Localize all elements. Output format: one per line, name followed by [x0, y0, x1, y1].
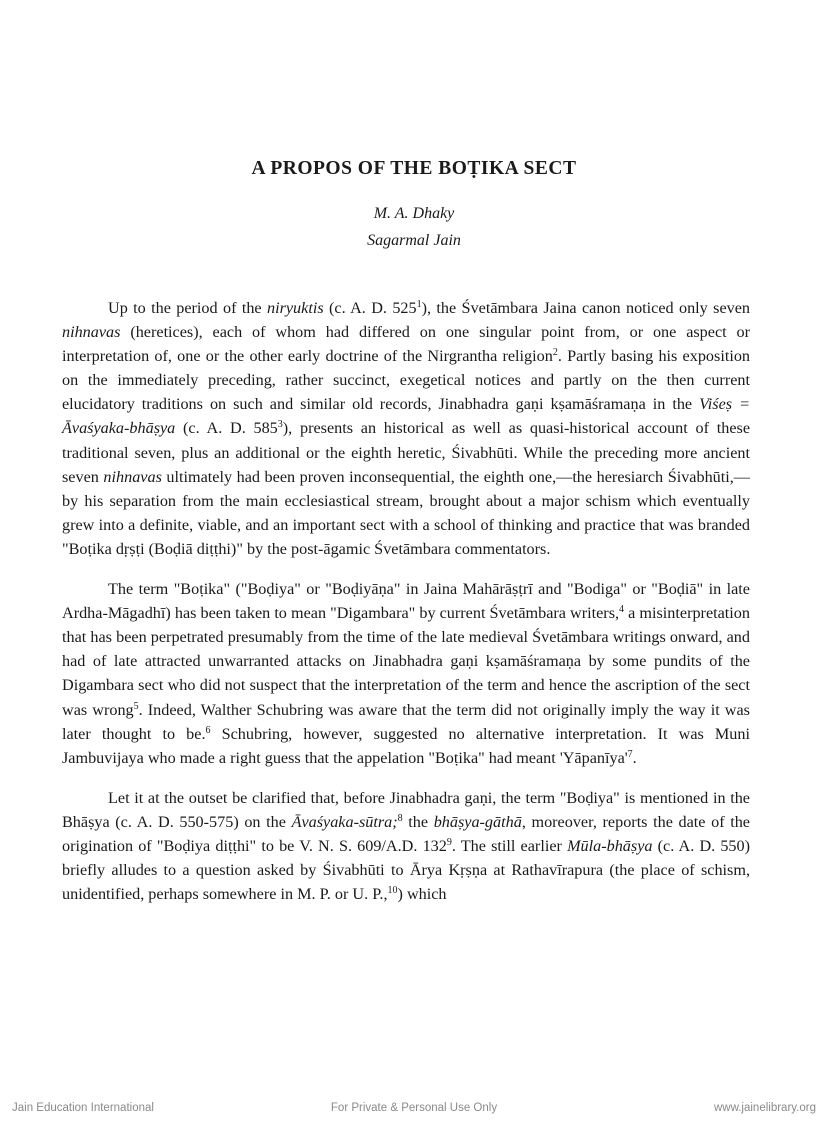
text-run: (c. A. D. 585: [175, 419, 278, 438]
footer-usage-note: For Private & Personal Use Only: [330, 1102, 498, 1114]
italic-term: Āvaśyaka-sūtra;: [291, 812, 398, 831]
footnote-marker: 10: [387, 885, 398, 897]
paragraph: [62, 786, 750, 906]
footer-website-link[interactable]: www.jainelibrary.org: [713, 1102, 816, 1114]
text-run: Schubring, however, suggested no alternative interpretation. It was Muni Jambuvijaya who made a right guess that the appelation "Boṭika" had meant 'Yāpanīya': [62, 724, 750, 767]
footnote-marker: 8: [397, 812, 403, 824]
text-run: a misinterpretation that has been perpetrated presumably from the time of the late medieval Śvetāmbara writings onward, and had of late attracted unwarranted attacks on Jinabhadra gaṇi kṣamāśramaṇa by some pundits of the Digambara sect who did not suspect that the interpretation of the term and hence the ascription of the sect was wrong: [62, 604, 750, 719]
text-run: ), the Śvetāmbara Jaina canon noticed only seven: [421, 299, 751, 317]
footnote-marker: 9: [446, 836, 452, 848]
italic-term: Viśeṣ = Āvaśyaka-bhāṣya: [62, 395, 751, 438]
text-run: (c. A. D. 550) briefly alludes to a question asked by Śivabhūti to Ārya Kṛṣṇa at Rathavīrapura (the place of schism, unidentified, perhaps somewhere in M. P. or U. P.,: [62, 836, 751, 904]
text-run: Up to the period of the: [108, 299, 267, 317]
text-run: , moreover, reports the date of the origination of "Boḍiya diṭṭhi" to be V. N. S. 609/A.D. 132: [62, 812, 750, 855]
text-run: ultimately had been proven inconsequential, the eighth one,—the heresiarch Śivabhūti,—by his separation from the main ecclesiastical stream, brought about a major schism which eventually grew into a definite, viable, and an important sect with a school of thinking and practice that was branded "Boṭika dṛṣṭi (Boḍiā diṭṭhi)" by the post-āgamic Śvetāmbara commentators.: [62, 467, 750, 558]
footnote-marker: 1: [416, 299, 422, 310]
text-run: .: [632, 748, 637, 767]
footnote-marker: 3: [277, 419, 283, 431]
author-name: Sagarmal Jain: [367, 232, 461, 249]
italic-term: Mūla-bhāṣya: [567, 836, 653, 855]
text-run: the: [402, 812, 434, 831]
footnote-marker: 2: [552, 347, 558, 359]
text-run: ) which: [397, 885, 447, 904]
paragraph: [62, 577, 750, 770]
italic-term: nihnavas: [103, 467, 162, 486]
text-run: Let it at the outset be clarified that, before Jinabhadra gaṇi, the term "Boḍiya" is mentioned in the Bhāṣya (c. A. D. 550-575) on the: [62, 788, 750, 831]
article-body: [62, 296, 750, 906]
footnote-marker: 7: [627, 748, 633, 760]
italic-term: niryuktis: [266, 299, 324, 317]
footnote-marker: 4: [619, 604, 625, 616]
author-name: M. A. Dhaky: [373, 205, 455, 222]
text-run: . Indeed, Walther Schubring was aware that the term did not originally imply the way it was later thought to be.: [62, 700, 750, 743]
italic-term: bhāṣya-gāthā: [433, 812, 522, 831]
footnote-marker: 5: [133, 700, 139, 712]
page-footer: [0, 1102, 828, 1120]
italic-term: nihnavas: [62, 323, 121, 342]
text-run: . The still earlier: [451, 836, 568, 855]
text-run: ), presents an historical as well as quasi-historical account of these traditional seven, plus an additional or the eighth heretic, Śivabhūti. While the preceding more ancient seven: [62, 419, 751, 486]
paragraph: [62, 296, 750, 561]
text-run: (c. A. D. 525: [323, 299, 417, 317]
footer-publisher: Jain Education International: [12, 1102, 154, 1114]
text-run: The term "Boṭika" ("Boḍiya" or "Boḍiyāṇa" in Jaina Mahārāṣṭrī and "Bodiga" or "Boḍiā" in late Ardha-Māgadhī) has been taken to mean "Digambara" by current Śvetāmbara writers,: [62, 580, 750, 623]
article-title: A PROPOS OF THE BOṬIKA SECT: [251, 158, 577, 179]
text-run: . Partly basing his exposition on the immediately preceding, rather succinct, exegetical notices and partly on the then current elucidatory traditions on such and similar old records, Jinabhadra gaṇi kṣamāśramaṇa in the: [62, 347, 751, 414]
text-run: (heretices), each of whom had differed on one singular point from, or one aspect or interpretation of, one or the other early doctrine of the Nirgrantha religion: [62, 323, 750, 366]
footnote-marker: 6: [205, 724, 211, 736]
